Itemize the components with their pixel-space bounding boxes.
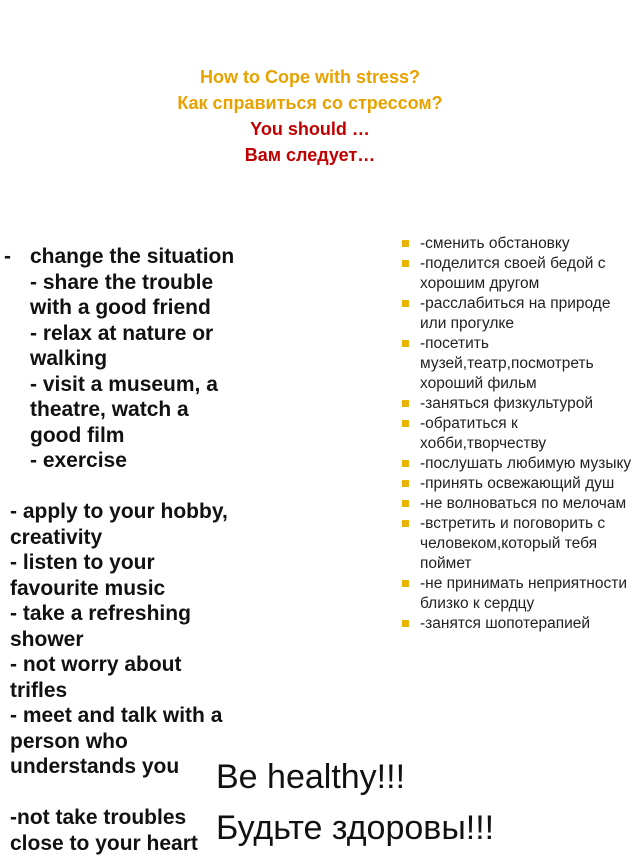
square-bullet-icon	[402, 460, 409, 467]
advice-line: - apply to your hobby,	[10, 499, 300, 525]
ru-advice-text: -заняться физкультурой	[420, 395, 593, 412]
advice-group-2	[10, 499, 300, 780]
advice-line: trifles	[10, 678, 300, 704]
square-bullet-icon	[402, 340, 409, 347]
ru-advice-text: -сменить обстановку	[420, 235, 570, 252]
advice-line: - share the trouble	[30, 270, 300, 296]
advice-line: walking	[30, 346, 300, 372]
ru-advice-text: -не принимать неприятности близко к сердцу	[420, 575, 627, 612]
ru-advice-item	[400, 254, 636, 294]
ru-advice-item	[400, 494, 636, 514]
advice-line: - relax at nature or	[30, 321, 300, 347]
ru-advice-text: -не волноваться по мелочам	[420, 495, 626, 512]
square-bullet-icon	[402, 620, 409, 627]
advice-line: good film	[30, 423, 300, 449]
square-bullet-icon	[402, 260, 409, 267]
advice-group-1	[10, 244, 300, 474]
russian-advice-list	[400, 234, 636, 634]
advice-line: -not take troubles	[10, 805, 300, 831]
ru-advice-text: -встретить и поговорить с человеком,который тебя поймет	[420, 515, 605, 572]
ru-advice-text: -обратиться к хобби,творчеству	[420, 415, 546, 452]
square-bullet-icon	[402, 500, 409, 507]
ru-advice-item	[400, 574, 636, 614]
square-bullet-icon	[402, 480, 409, 487]
ru-advice-text: -поделится своей бедой с хорошим другом	[420, 255, 605, 292]
square-bullet-icon	[402, 300, 409, 307]
advice-line: close to your heart	[10, 831, 300, 856]
ru-advice-text: -посетить музей,театр,посмотреть хороший фильм	[420, 335, 594, 392]
title-block	[0, 64, 620, 168]
advice-line: change the situation	[30, 244, 300, 270]
subtitle-en: You should …	[0, 116, 620, 142]
ru-advice-item	[400, 294, 636, 334]
advice-line: with a good friend	[30, 295, 300, 321]
advice-line: - take a refreshing	[10, 601, 300, 627]
ru-advice-text: -расслабиться на природе или прогулке	[420, 295, 610, 332]
be-healthy-ru-text: Будьте здоровы!!!	[216, 808, 494, 848]
square-bullet-icon	[402, 400, 409, 407]
advice-line: creativity	[10, 525, 300, 551]
ru-advice-text: -занятся шопотерапией	[420, 615, 590, 632]
title-ru: Как справиться со стрессом?	[0, 90, 620, 116]
ru-advice-item	[400, 454, 636, 474]
ru-advice-text: -принять освежающий душ	[420, 475, 614, 492]
square-bullet-icon	[402, 420, 409, 427]
ru-advice-item	[400, 614, 636, 634]
dash-bullet: -	[4, 244, 11, 270]
advice-line: - not worry about	[10, 652, 300, 678]
ru-advice-item	[400, 394, 636, 414]
advice-line: - meet and talk with a	[10, 703, 300, 729]
square-bullet-icon	[402, 520, 409, 527]
subtitle-ru: Вам следует…	[0, 142, 620, 168]
advice-line: person who	[10, 729, 300, 755]
advice-line: theatre, watch a	[30, 397, 300, 423]
advice-line: - exercise	[30, 448, 300, 474]
advice-line: understands you	[10, 754, 300, 780]
square-bullet-icon	[402, 240, 409, 247]
ru-advice-item	[400, 414, 636, 454]
advice-line: shower	[10, 627, 300, 653]
advice-line: - listen to your	[10, 550, 300, 576]
ru-advice-item	[400, 234, 636, 254]
advice-line: - visit a museum, a	[30, 372, 300, 398]
title-en: How to Cope with stress?	[0, 64, 620, 90]
spacer	[10, 474, 300, 500]
advice-line: favourite music	[10, 576, 300, 602]
ru-advice-item	[400, 474, 636, 494]
ru-advice-item	[400, 334, 636, 394]
ru-advice-text: -послушать любимую музыку	[420, 455, 631, 472]
square-bullet-icon	[402, 580, 409, 587]
be-healthy-text: Be healthy!!!	[216, 757, 405, 797]
ru-advice-item	[400, 514, 636, 574]
